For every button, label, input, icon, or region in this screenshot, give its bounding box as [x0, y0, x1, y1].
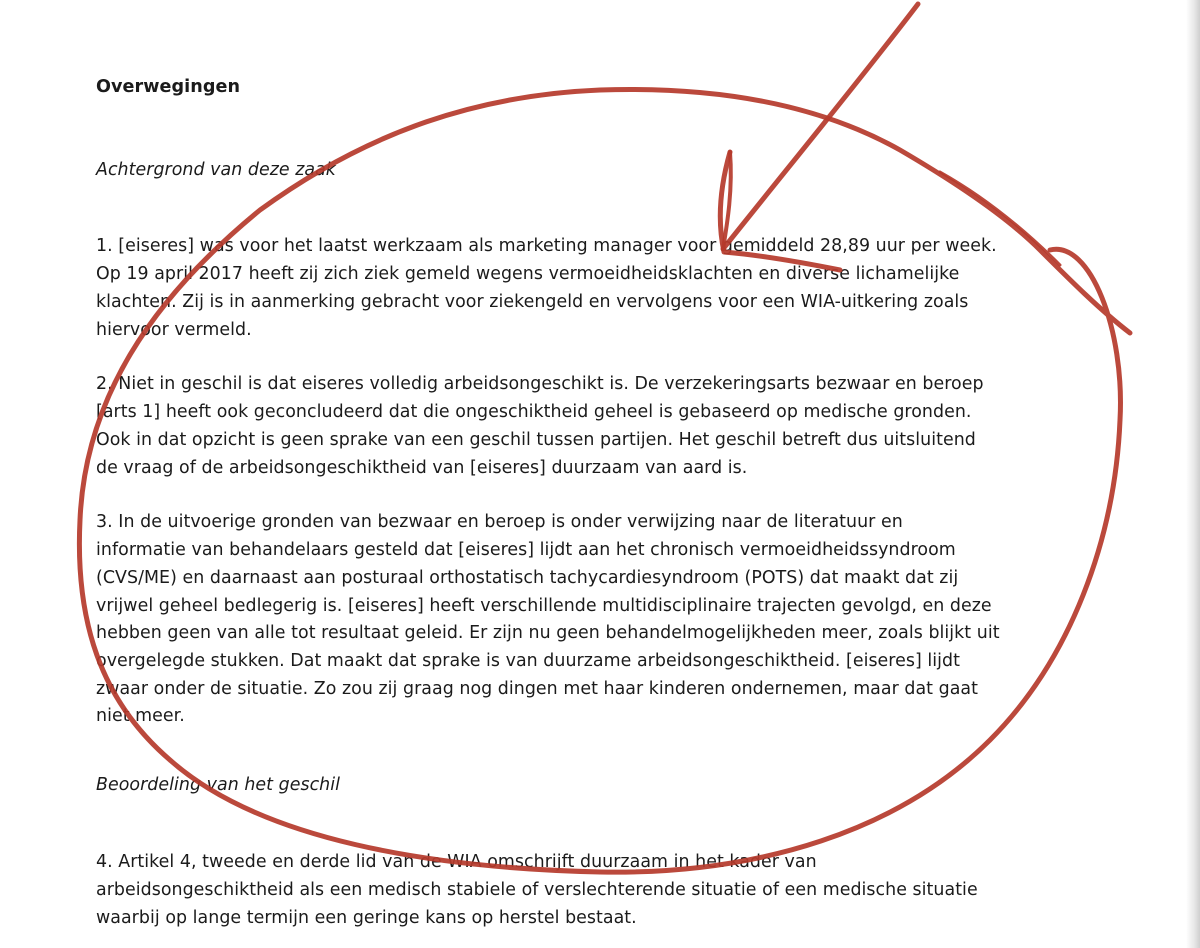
- section-heading: Overwegingen: [96, 77, 241, 97]
- page-edge-shadow: [1186, 0, 1200, 948]
- paragraph-1-line-2: Op 19 april 2017 heeft zij zich ziek gemeld wegens vermoeidheidsklachten en diverse lichamelijke: [96, 264, 960, 284]
- paragraph-2-line-3: Ook in dat opzicht is geen sprake van een geschil tussen partijen. Het geschil betreft dus uitsluitend: [96, 430, 976, 450]
- arrow-shaft: [723, 4, 918, 249]
- paragraph-4-line-1: 4. Artikel 4, tweede en derde lid van de WIA omschrijft duurzaam in het kader van: [96, 852, 817, 872]
- paragraph-1-line-1: 1. [eiseres] was voor het laatst werkzaam als marketing manager voor gemiddeld 28,89 uur per week.: [96, 236, 997, 256]
- paragraph-1-line-3: klachten. Zij is in aanmerking gebracht voor ziekengeld en vervolgens voor een WIA-uitkering zoals: [96, 292, 969, 312]
- paragraph-3-line-8: niet meer.: [96, 706, 185, 726]
- paragraph-4-line-3: waarbij op lange termijn een geringe kans op herstel bestaat.: [96, 908, 637, 928]
- subheading-background: Achtergrond van deze zaak: [96, 160, 336, 180]
- paragraph-3-line-7: zwaar onder de situatie. Zo zou zij graag nog dingen met haar kinderen ondernemen, maar dat gaat: [96, 679, 978, 699]
- paragraph-3-line-5: hebben geen van alle tot resultaat geleid. Er zijn nu geen behandelmogelijkheden meer, zoals blijkt uit: [96, 623, 1000, 643]
- paragraph-3-line-4: vrijwel geheel bedlegerig is. [eiseres] heeft verschillende multidisciplinaire trajecten gevolgd, en deze: [96, 596, 992, 616]
- paragraph-4-line-2: arbeidsongeschiktheid als een medisch stabiele of verslechterende situatie of een medische situatie: [96, 880, 978, 900]
- paragraph-3-line-3: (CVS/ME) en daarnaast aan posturaal orthostatisch tachycardiesyndroom (POTS) dat maakt dat zij: [96, 568, 959, 588]
- paragraph-2-line-1: 2. Niet in geschil is dat eiseres volledig arbeidsongeschikt is. De verzekeringsarts bezwaar en beroep: [96, 374, 984, 394]
- paragraph-3-line-2: informatie van behandelaars gesteld dat [eiseres] lijdt aan het chronisch vermoeidheidssyndroom: [96, 540, 956, 560]
- subheading-assessment: Beoordeling van het geschil: [96, 775, 341, 795]
- paragraph-2-line-4: de vraag of de arbeidsongeschiktheid van [eiseres] duurzaam van aard is.: [96, 458, 748, 478]
- paragraph-2-line-2: [arts 1] heeft ook geconcludeerd dat die ongeschiktheid geheel is gebaseerd op medische gronden.: [96, 402, 972, 422]
- paragraph-1-line-4: hiervoor vermeld.: [96, 320, 252, 340]
- paragraph-3-line-1: 3. In de uitvoerige gronden van bezwaar en beroep is onder verwijzing naar de literatuur en: [96, 512, 903, 532]
- paragraph-3-line-6: overgelegde stukken. Dat maakt dat sprake is van duurzame arbeidsongeschiktheid. [eiseres] lijdt: [96, 651, 961, 671]
